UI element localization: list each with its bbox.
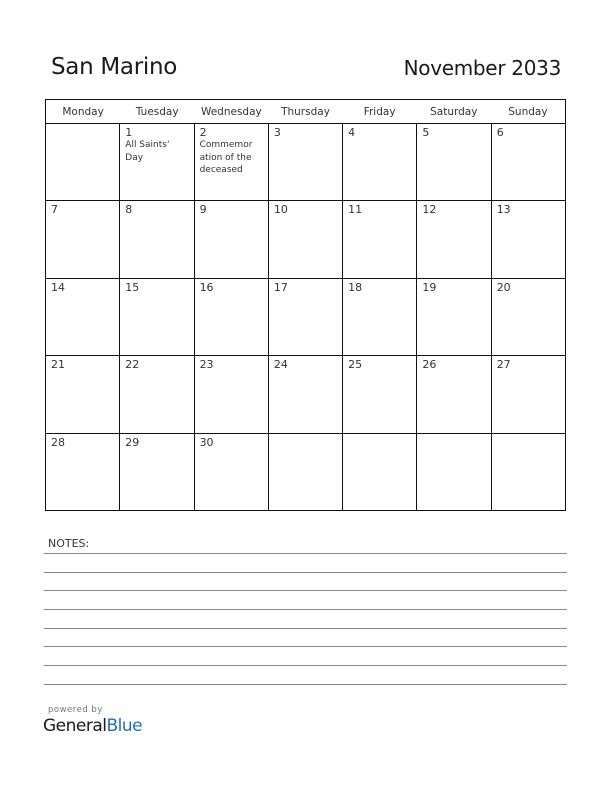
day-number: 1 [125,126,133,139]
notes-label: NOTES: [48,537,90,550]
holiday-label: All Saints' Day [125,140,170,163]
notes-line [44,590,567,591]
day-number: 9 [199,203,207,217]
day-number: 19 [422,280,437,294]
day-number: 21 [51,358,65,372]
day-number: 8 [125,203,133,217]
day-cell [269,356,343,432]
notes-line [44,646,567,647]
notes-line [44,684,567,685]
day-number: 13 [496,203,511,217]
day-cell [269,124,343,200]
notes-line [44,628,567,629]
day-cell [417,124,491,200]
weekday-sunday: Sunday [508,106,548,118]
day-number: 20 [496,280,511,294]
day-cell [46,434,120,511]
calendar-country-title: San Marino [51,54,178,80]
day-number: 14 [51,280,65,294]
day-cell [343,124,417,200]
notes-line [44,665,567,666]
day-number: 10 [273,203,288,217]
day-cell [120,434,194,511]
notes-line [44,553,567,554]
day-cell [343,356,417,432]
powered-by-text: powered by [48,705,103,715]
day-cell [343,201,417,277]
day-number: 15 [125,280,140,294]
weekday-friday: Friday [363,106,396,118]
day-cell [46,279,120,355]
brand-general: General [43,716,107,736]
day-cell [46,201,120,277]
day-number: 25 [348,358,363,372]
day-cell [120,356,194,432]
brand-blue: Blue [106,716,143,736]
day-number: 24 [273,358,288,372]
week-row [46,201,565,278]
calendar-month-title: November 2033 [403,56,561,80]
day-cell [195,356,269,432]
generalblue-logo [43,716,142,736]
day-number: 26 [422,358,437,372]
calendar-grid [45,99,566,511]
weekday-monday: Monday [62,106,104,118]
weekday-tuesday: Tuesday [135,106,179,118]
day-number: 5 [422,126,430,139]
week-row [46,434,565,511]
weekday-header-row [46,100,565,124]
day-cell [46,356,120,432]
day-number: 17 [273,280,288,294]
day-cell [417,201,491,277]
day-cell [269,434,343,511]
day-cell [120,279,194,355]
day-number: 22 [125,358,140,372]
day-cell [343,279,417,355]
day-cell [417,279,491,355]
day-cell [343,434,417,511]
notes-line [44,609,567,610]
day-number: 29 [125,435,140,449]
day-number: 16 [199,280,214,294]
day-cell [195,434,269,511]
day-cell [195,201,269,277]
weekday-thursday: Thursday [281,106,330,118]
day-number: 11 [348,203,363,217]
day-number: 3 [273,126,281,139]
day-cell [417,356,491,432]
day-cell [195,124,269,200]
day-cell [195,279,269,355]
day-number: 23 [199,358,214,372]
day-number: 4 [348,126,356,139]
day-number: 7 [51,203,58,217]
day-cell [417,434,491,511]
day-number: 2 [199,126,207,139]
day-cell [492,279,565,355]
day-cell [492,201,565,277]
day-cell [120,124,194,200]
weekday-saturday: Saturday [430,106,478,118]
week-row [46,279,565,356]
notes-line [44,572,567,573]
day-cell [120,201,194,277]
day-cell [269,279,343,355]
day-number: 27 [496,358,511,372]
week-row [46,124,565,201]
day-cell [269,201,343,277]
day-cell [46,124,120,200]
holiday-label: Commemor ation of the deceased [199,140,253,175]
day-number: 6 [496,126,504,139]
day-cell [492,356,565,432]
day-number: 12 [422,203,437,217]
day-number: 30 [199,435,214,449]
weekday-wednesday: Wednesday [200,106,262,118]
day-number: 18 [348,280,363,294]
day-cell [492,434,565,511]
day-number: 28 [51,435,65,449]
day-cell [492,124,565,200]
week-row [46,356,565,433]
